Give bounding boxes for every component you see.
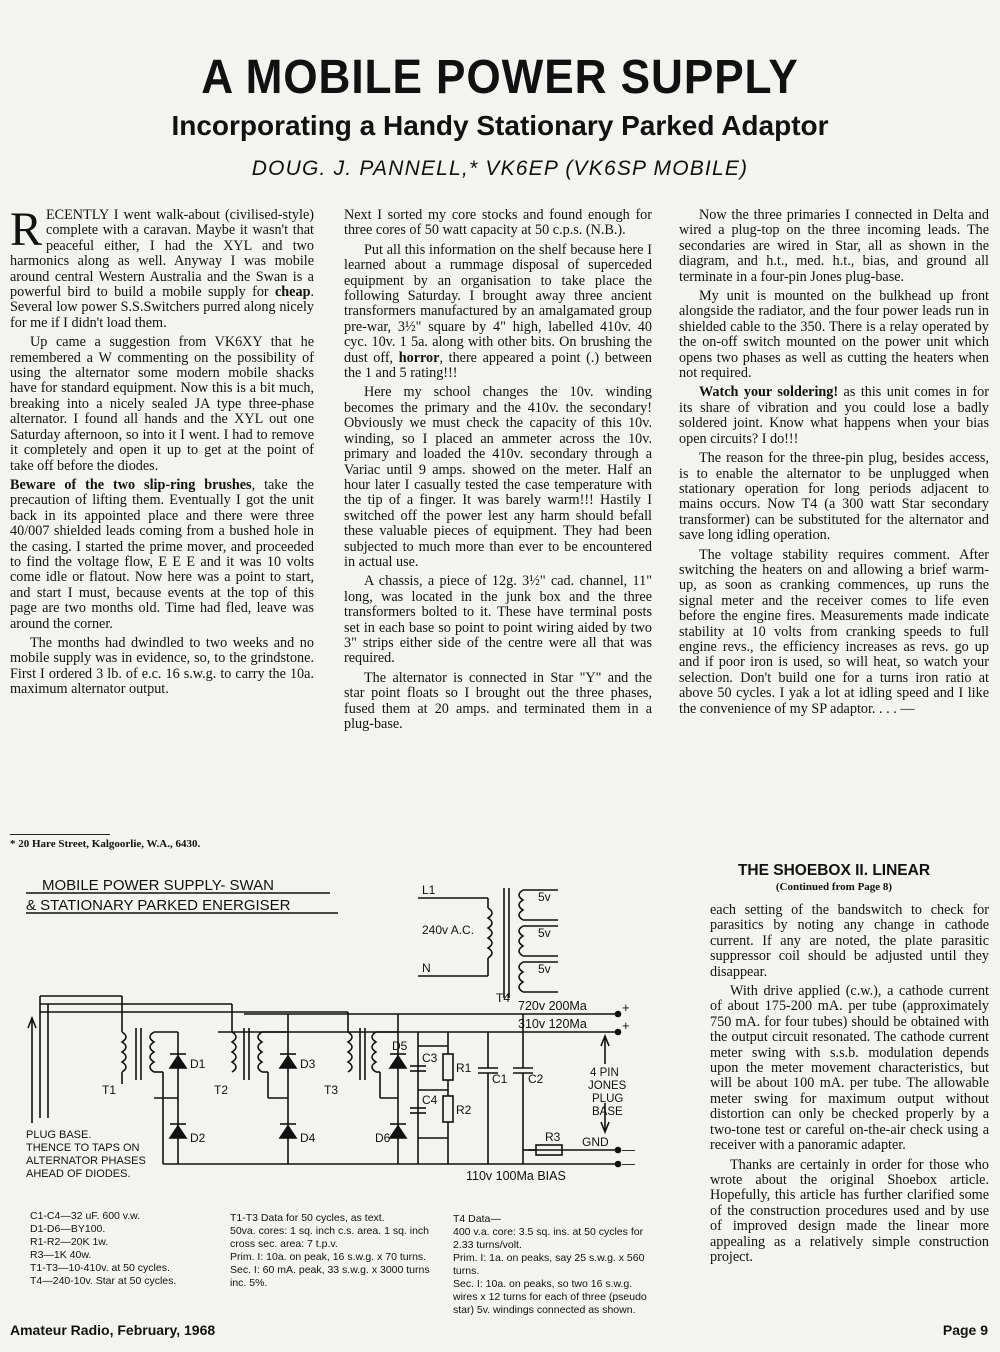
article-subtitle: Incorporating a Handy Stationary Parked Adaptor (171, 110, 829, 141)
footer-page-number: Page 9 (942, 1322, 988, 1338)
label-c2: C2 (528, 1072, 544, 1086)
parts-item: R1-R2—20K 1w. (30, 1236, 109, 1248)
label-plus2: + (622, 1018, 630, 1033)
text: , there appeared a point (.) between the 1 and 5 rating!!! (344, 349, 652, 382)
paragraph: Now the three primaries I connected in Delta and wired a plug-top on the three incoming leads. The secondaries are wired in Star, all as shown in the diagram, and h.t., med. h.t., bias, and ground all terminate in a four-pin Jones plug-base. (679, 208, 989, 285)
label-jones3: PLUG (592, 1093, 624, 1105)
label-d4: D4 (300, 1131, 316, 1145)
label-d5: D5 (392, 1039, 408, 1053)
footnote-rule (10, 834, 110, 835)
article-column-3 (679, 208, 989, 848)
drop-cap: R (10, 208, 43, 256)
label-neutral: N (422, 961, 431, 975)
footer-publication: Amateur Radio, February, 1968 (10, 1322, 216, 1338)
plug-note-line1: PLUG BASE. (26, 1129, 92, 1141)
label-minus1: — (622, 1142, 635, 1157)
bold-text: Watch your soldering! (699, 384, 839, 401)
paragraph: Here my school changes the 10v. winding becomes the primary and the 410v. the secondary! Obviously we must check the capacity of this 10v. winding, so I placed an ammeter across the 10v. primary and loaded the 410v. secondary through a Variac until 9 amps. showed on the meter. Half an hour later I casually tested the case temperature with the tip of a finger. It was barely warm!!! Hastily I switched off the power lest any harm should befall these valuable pieces of equipment. They had been subjected to much more than ever to be encountered in actual use. (344, 384, 652, 570)
paragraph: The months had dwindled to two weeks and no mobile supply was in evidence, so, to the grindstone. First I ordered 3 lb. of e.c. 16 s.w.g. to carry the 10a. maximum alternator output. (10, 634, 314, 698)
label-out2: 310v 120Ma (518, 1017, 587, 1031)
text: as this unit comes in for its share of vibration and you could lose a badly soldered joint. Know what happens when your bias open circuits? I do!!! (679, 384, 989, 447)
parts-item: T1-T3—10-410v. at 50 cycles. (30, 1262, 170, 1274)
t1-t3-data (230, 1212, 440, 1290)
paragraph (10, 478, 314, 632)
label-t4: T4 (496, 991, 511, 1005)
label-sec3: 5v (538, 962, 551, 976)
label-mains: 240v A.C. (422, 923, 475, 937)
schematic-title-line2: & STATIONARY PARKED ENERGISER (26, 897, 291, 914)
end-mark: . . . — (875, 700, 915, 717)
plug-note-line2: THENCE TO TAPS ON (26, 1142, 140, 1154)
bold-text: Beware of the two slip-ring brushes (10, 476, 252, 493)
continued-note: (Continued from Page 8) (775, 881, 893, 893)
label-plus1: + (622, 1000, 630, 1015)
data-item: 50va. cores: 1 sq. inch c.s. area. 1 sq. inch cross sec. area: 7 t.p.v. (230, 1225, 430, 1250)
schematic-diagram (18, 868, 650, 1198)
label-jones1: 4 PIN (590, 1067, 619, 1079)
text: Put all this information on the shelf because here I learned about a rummage disposal of superceded equipment by an organisation to take place the following Saturday. I brought away three ancient transformers manufactured by an amalgamated group pre-war, 3½" square by 4" high, labelled 410v. 40 cyc. 10v. 1 5a. along with other bits. On brushing the dust off, (344, 241, 652, 366)
data-item: Sec. I: 10a. on peaks, so two 16 s.w.g. wires x 12 turns for each of three (pseudo star) 5v. windings connected as shown. (453, 1278, 647, 1316)
paragraph (344, 243, 652, 382)
label-l1: L1 (422, 883, 436, 897)
paragraph: each setting of the bandswitch to check for parasitics by noting any change in cathode current. If any are noted, the plate parasitic suppressor coil should be adjusted until they disappear. (710, 903, 989, 980)
data-item: T4 Data— (453, 1213, 501, 1225)
label-jones4: BASE (592, 1106, 623, 1118)
label-d1: D1 (190, 1057, 206, 1071)
label-minus2: — (622, 1156, 635, 1171)
byline: DOUG. J. PANNELL,* VK6EP (VK6SP MOBILE) (251, 157, 749, 180)
label-t1: T1 (102, 1083, 117, 1097)
text: . Several low power S.S.Switchers purred along nicely for me if I didn't load them. (10, 284, 314, 331)
label-t2: T2 (214, 1083, 229, 1097)
label-d2: D2 (190, 1131, 206, 1145)
label-sec2: 5v (538, 926, 551, 940)
parts-item: T4—240-10v. Star at 50 cycles. (30, 1275, 177, 1287)
parts-item: C1-C4—32 uF. 600 v.w. (30, 1210, 141, 1222)
label-bias: 110v 100Ma BIAS (466, 1169, 566, 1183)
label-t3: T3 (324, 1083, 339, 1097)
parts-item: D1-D6—BY100. (30, 1223, 106, 1235)
paragraph: A chassis, a piece of 12g. 3½" cad. channel, 11" long, was located in the junk box and the three transformers bolted to it. These have terminal posts set in each base so point to point wiring aided by two 3" strips either side of the centre were all that was required. (344, 573, 652, 667)
paragraph (10, 208, 314, 331)
paragraph: Next I sorted my core stocks and found enough for three cores of 50 watt capacity at 50 c.p.s. (N.B.). (344, 208, 652, 239)
label-gnd: GND (582, 1135, 609, 1149)
text: ECENTLY I went walk-about (civilised-style) complete with a caravan. Maybe it wasn't that peaceful either, I had the XYL and two harmonics along as well. Anyway I was mobile around central Western Australia and the Swan is a powerful bird to build a mobile supply for (10, 208, 314, 301)
label-r2: R2 (456, 1103, 472, 1117)
shoebox-heading: THE SHOEBOX II. LINEAR (737, 862, 931, 879)
label-jones2: JONES (588, 1080, 627, 1092)
label-r3: R3 (545, 1130, 561, 1144)
parts-item: R3—1K 40w. (30, 1249, 92, 1261)
paragraph (679, 548, 989, 717)
article-column-2 (344, 208, 652, 848)
paragraph: The alternator is connected in Star "Y" and the star point floats so I brought out the three phases, fused them at 20 amps. and terminated them in a plug-base. (344, 669, 652, 732)
plug-note-line4: AHEAD OF DIODES. (26, 1168, 131, 1180)
label-d3: D3 (300, 1057, 316, 1071)
text: The voltage stability requires comment. After switching the heaters on and allowing a brief warm-up, as soon as cranking commences, up runs the signal meter and the receiver comes to life even before the engine fires. Measurements made indicate stability at 10 volts from cranking speeds to full engine revs., the efficiency increases as revs. go up and if poor iron is used, so will heat, so watch your selection. Don't build one for a turns iron ratio at above 50 cycles. I yak a lot at idling speed and I like the convenience of my SP adaptor. (679, 546, 989, 717)
label-out1: 720v 200Ma (518, 999, 587, 1013)
schematic-title-line1: MOBILE POWER SUPPLY- SWAN (42, 877, 274, 894)
label-c3: C3 (422, 1051, 438, 1065)
bold-text: cheap (274, 284, 311, 301)
data-item: Sec. I: 60 mA. peak, 33 s.w.g. x 3000 turns inc. 5%. (230, 1264, 430, 1289)
paragraph: With drive applied (c.w.), a cathode current of about 175-200 mA. per tube (approximately 750 mA. for four tubes) should be obtained with the output circuit resonated. The cathode current meter swing with s.s.b. modulation depends upon the meter movement characteristics, but will be about 100 mA. per tube. The allowable meter swing for maximum output without distortion can only be checked properly by a two-tone test or careful on-the-air check using a receiver with a panoramic adapter. (710, 983, 989, 1154)
label-c1: C1 (492, 1072, 508, 1086)
footnote: * 20 Hare Street, Kalgoorlie, W.A., 6430. (10, 838, 201, 850)
text: , take the precaution of lifting them. Eventually I got the unit back in its appointed place and there were three 40/007 shielded leads coming from a bushed hole in the casing. I started the prime mover, and proceeded to find the voltage flow, E E E and it was 10 volts come idle or flatout. Now here was a point to start, and start I must, because events at the top of this page are two months old. Time had fled, leave was around the corner. (10, 476, 314, 632)
data-item: T1-T3 Data for 50 cycles, as text. (230, 1212, 385, 1224)
paragraph: My unit is mounted on the bulkhead up front alongside the radiator, and the four power leads run in shielded cable to the 350. There is a relay operated by the on-off switch mounted on the power unit which opens two phases as well as cutting the heaters when not required. (679, 288, 989, 382)
article-column-1 (10, 208, 314, 836)
paragraph: Thanks are certainly in order for those who wrote about the original Shoebox article. Hopefully, this article has further clarified some of the construction procedures used and by use of improved design made the linear more appealing as a relatively simple construction project. (710, 1156, 989, 1265)
label-sec1: 5v (538, 890, 551, 904)
paragraph: The reason for the three-pin plug, besides access, is to enable the alternator to be unplugged when stationary operation for long periods adjacent to mains occurs. Now T4 (a 300 watt Star secondary transformer) can be substituted for the alternator and save long idling operation. (679, 450, 989, 544)
parts-list (30, 1210, 220, 1288)
shoebox-column (710, 903, 989, 1303)
article-title: A MOBILE POWER SUPPLY (201, 51, 799, 104)
t4-data (453, 1213, 658, 1317)
plug-note-line3: ALTERNATOR PHASES (26, 1155, 146, 1167)
data-item: Prim. I: 10a. on peak, 16 s.w.g. x 70 turns. (230, 1251, 427, 1263)
paragraph (679, 385, 989, 447)
label-d6: D6 (375, 1131, 391, 1145)
label-c4: C4 (422, 1093, 438, 1107)
paragraph: Up came a suggestion from VK6XY that he remembered a W commenting on the possibility of using the alternator some modern mobile shacks have for standard equipment. Now this is a bit much, breaking into a nicely sealed JA type three-phase alternator. I found all hands and the XYL out one Saturday afternoon, so into it I went. I had to remove it completely and open it up to get at the point of take off before the diodes. (10, 334, 314, 474)
data-item: Prim. I: 1a. on peaks, say 25 s.w.g. x 560 turns. (453, 1252, 645, 1277)
bold-text: horror (398, 349, 440, 366)
data-item: 400 v.a. core: 3.5 sq. ins. at 50 cycles for 2.33 turns/volt. (453, 1226, 644, 1251)
label-r1: R1 (456, 1061, 472, 1075)
